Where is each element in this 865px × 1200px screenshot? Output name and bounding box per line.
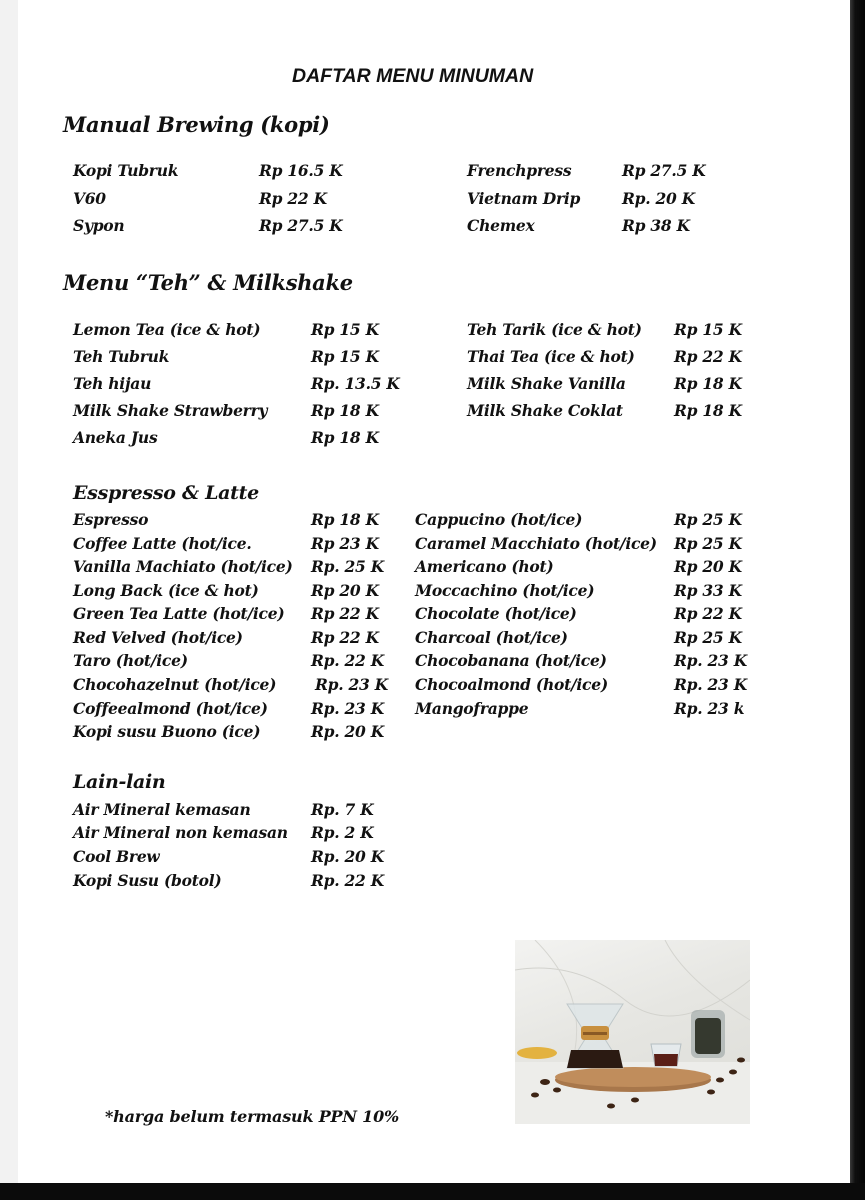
menu-item-name: Mangofrappe bbox=[415, 699, 529, 718]
menu-item-price: Rp. 23 k bbox=[674, 699, 745, 718]
menu-item-price: Rp 25 K bbox=[674, 534, 742, 553]
section-heading-espresso-latte: Esspresso & Latte bbox=[73, 482, 259, 504]
menu-item-price: Rp 15 K bbox=[311, 347, 379, 366]
menu-item-price: Rp. 23 K bbox=[315, 675, 388, 694]
menu-item-price: Rp 20 K bbox=[311, 581, 379, 600]
menu-item-name: Chocoalmond (hot/ice) bbox=[415, 675, 608, 694]
menu-item-price: Rp 15 K bbox=[674, 320, 742, 339]
menu-item-price: Rp. 7 K bbox=[311, 800, 374, 819]
menu-item-price: Rp. 2 K bbox=[311, 823, 374, 842]
menu-item-price: Rp 22 K bbox=[311, 604, 379, 623]
menu-item-name: Milk Shake Vanilla bbox=[467, 374, 626, 393]
menu-item-price: Rp. 23 K bbox=[674, 675, 747, 694]
menu-item-name: Thai Tea (ice & hot) bbox=[467, 347, 635, 366]
menu-item-name: Charcoal (hot/ice) bbox=[415, 628, 568, 647]
menu-item-name: Aneka Jus bbox=[73, 428, 158, 447]
menu-item-name: Coffeealmond (hot/ice) bbox=[73, 699, 268, 718]
section-heading-lain-lain: Lain-lain bbox=[73, 771, 166, 793]
menu-item-name: Long Back (ice & hot) bbox=[73, 581, 259, 600]
menu-item-price: Rp 22 K bbox=[674, 604, 742, 623]
menu-item-name: Chocolate (hot/ice) bbox=[415, 604, 577, 623]
menu-item-name: Milk Shake Coklat bbox=[467, 401, 623, 420]
menu-item-price: Rp 16.5 K bbox=[259, 161, 343, 180]
menu-item-price: Rp 22 K bbox=[311, 628, 379, 647]
menu-page bbox=[18, 0, 850, 1183]
page-title: DAFTAR MENU MINUMAN bbox=[292, 65, 534, 87]
menu-item-name: Taro (hot/ice) bbox=[73, 651, 188, 670]
menu-item-name: Teh Tarik (ice & hot) bbox=[467, 320, 642, 339]
menu-item-price: Rp 22 K bbox=[674, 347, 742, 366]
footnote-tax: *harga belum termasuk PPN 10% bbox=[105, 1107, 400, 1126]
menu-item-price: Rp. 22 K bbox=[311, 651, 384, 670]
menu-item-name: Vietnam Drip bbox=[467, 189, 581, 208]
menu-item-name: Cool Brew bbox=[73, 847, 160, 866]
menu-item-name: Kopi Susu (botol) bbox=[73, 871, 222, 890]
coffee-photo bbox=[515, 940, 750, 1124]
menu-item-price: Rp 27.5 K bbox=[259, 216, 343, 235]
menu-item-price: Rp 23 K bbox=[311, 534, 379, 553]
menu-item-name: Air Mineral non kemasan bbox=[73, 823, 288, 842]
menu-item-price: Rp 33 K bbox=[674, 581, 742, 600]
menu-item-name: Green Tea Latte (hot/ice) bbox=[73, 604, 285, 623]
menu-item-name: Coffee Latte (hot/ice. bbox=[73, 534, 252, 553]
menu-item-name: Americano (hot) bbox=[415, 557, 554, 576]
menu-item-price: Rp 18 K bbox=[311, 428, 379, 447]
menu-item-name: Kopi Tubruk bbox=[73, 161, 179, 180]
menu-item-price: Rp 18 K bbox=[674, 374, 742, 393]
menu-item-name: Lemon Tea (ice & hot) bbox=[73, 320, 261, 339]
bottom-edge bbox=[0, 1183, 865, 1200]
chemex-illustration bbox=[515, 940, 750, 1124]
edge-shadow bbox=[850, 0, 865, 1200]
menu-item-price: Rp. 23 K bbox=[674, 651, 747, 670]
menu-item-name: Milk Shake Strawberry bbox=[73, 401, 268, 420]
menu-item-name: Moccachino (hot/ice) bbox=[415, 581, 595, 600]
menu-item-price: Rp 38 K bbox=[622, 216, 690, 235]
menu-item-price: Rp. 23 K bbox=[311, 699, 384, 718]
menu-item-name: Teh hijau bbox=[73, 374, 152, 393]
menu-item-name: V60 bbox=[73, 189, 106, 208]
menu-item-name: Espresso bbox=[73, 510, 149, 529]
menu-item-name: Vanilla Machiato (hot/ice) bbox=[73, 557, 293, 576]
menu-item-price: Rp. 22 K bbox=[311, 871, 384, 890]
menu-item-price: Rp 22 K bbox=[259, 189, 327, 208]
section-heading-teh-milkshake: Menu “Teh” & Milkshake bbox=[63, 270, 353, 295]
menu-item-name: Caramel Macchiato (hot/ice) bbox=[415, 534, 657, 553]
menu-item-price: Rp 18 K bbox=[674, 401, 742, 420]
menu-item-price: Rp. 13.5 K bbox=[311, 374, 400, 393]
menu-item-price: Rp 18 K bbox=[311, 510, 379, 529]
section-heading-manual-brewing: Manual Brewing (kopi) bbox=[63, 112, 330, 137]
menu-item-price: Rp. 20 K bbox=[311, 847, 384, 866]
menu-item-name: Red Velved (hot/ice) bbox=[73, 628, 243, 647]
menu-item-price: Rp 27.5 K bbox=[622, 161, 706, 180]
menu-item-name: Chocohazelnut (hot/ice) bbox=[73, 675, 277, 694]
menu-item-price: Rp 20 K bbox=[674, 557, 742, 576]
menu-item-name: Frenchpress bbox=[467, 161, 572, 180]
menu-item-price: Rp 18 K bbox=[311, 401, 379, 420]
menu-item-price: Rp. 25 K bbox=[311, 557, 384, 576]
menu-item-name: Cappucino (hot/ice) bbox=[415, 510, 583, 529]
menu-item-name: Chemex bbox=[467, 216, 535, 235]
menu-item-name: Kopi susu Buono (ice) bbox=[73, 722, 261, 741]
menu-item-price: Rp. 20 K bbox=[622, 189, 695, 208]
menu-item-name: Air Mineral kemasan bbox=[73, 800, 251, 819]
menu-item-name: Sypon bbox=[73, 216, 125, 235]
menu-item-name: Teh Tubruk bbox=[73, 347, 170, 366]
menu-item-price: Rp 25 K bbox=[674, 628, 742, 647]
menu-item-price: Rp. 20 K bbox=[311, 722, 384, 741]
menu-item-name: Chocobanana (hot/ice) bbox=[415, 651, 607, 670]
menu-item-price: Rp 15 K bbox=[311, 320, 379, 339]
menu-item-price: Rp 25 K bbox=[674, 510, 742, 529]
